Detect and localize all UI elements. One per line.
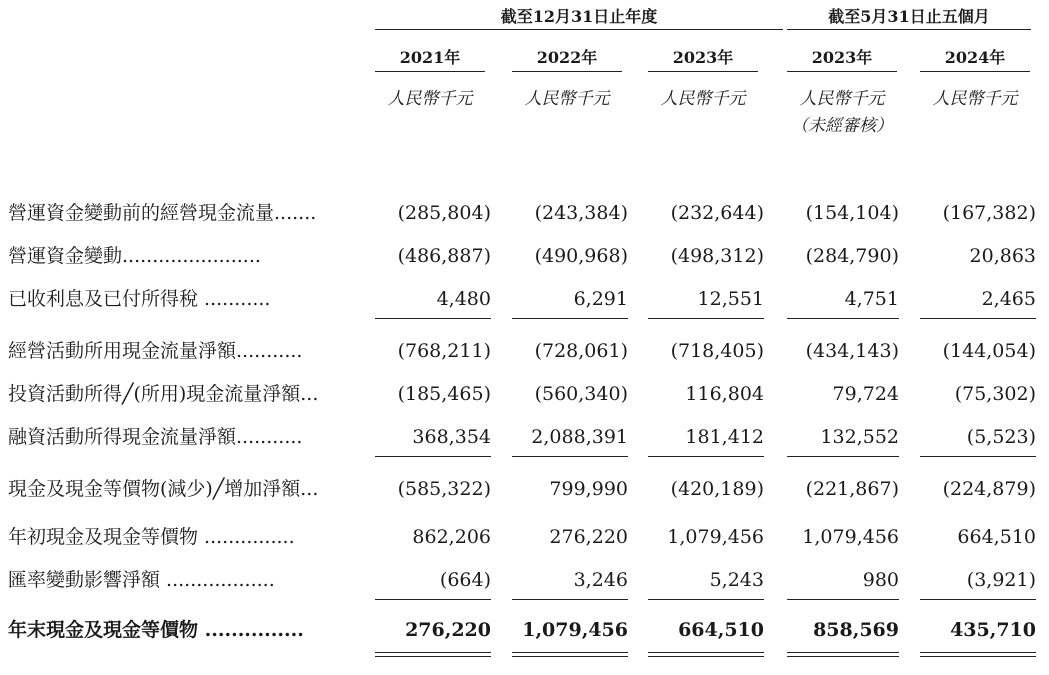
column-unit: [787, 86, 897, 140]
cell-2022: (490,968): [534, 245, 628, 267]
cell-2024-5m: 664,510: [957, 526, 1036, 548]
total-double-rule: [920, 652, 1036, 653]
cell-2022: 1,079,456: [522, 619, 628, 641]
total-double-rule: [787, 652, 899, 653]
cell-2023: (718,405): [670, 340, 764, 362]
cell-2022: (243,384): [534, 202, 628, 224]
subtotal-rule: [512, 599, 628, 600]
row-label: 已收利息及已付所得稅 ...........: [8, 288, 271, 310]
cell-2021: 4,480: [436, 288, 491, 310]
row-label: 營運資金變動前的經營現金流量.......: [8, 202, 317, 224]
column-unit: 人民幣千元: [387, 89, 473, 109]
cell-2022: 799,990: [549, 478, 628, 500]
row-label: 匯率變動影響淨額 ..................: [8, 569, 275, 591]
row-label: 現金及現金等價物(減少)╱增加淨額...: [8, 478, 319, 500]
cell-2021: (664): [439, 569, 491, 591]
cell-2022: 3,246: [573, 569, 628, 591]
cell-2023: 5,243: [709, 569, 764, 591]
cell-2023: 12,551: [697, 288, 764, 310]
row-label: 營運資金變動.......................: [8, 245, 261, 267]
total-double-rule: [920, 656, 1036, 657]
cell-2024-5m: (5,523): [966, 426, 1036, 448]
table-row-interest-and-tax: [0, 284, 1049, 314]
cell-2023-5m: 858,569: [813, 619, 899, 641]
column-year-2023: 2023年: [672, 48, 734, 67]
cell-2023: (498,312): [670, 245, 764, 267]
table-row-net-change-in-cash: [0, 474, 1049, 504]
cell-2024-5m: 435,710: [950, 619, 1036, 641]
subtotal-rule: [787, 456, 899, 457]
cell-2023-5m: (154,104): [805, 202, 899, 224]
cell-2022: 6,291: [573, 288, 628, 310]
subtotal-rule: [920, 599, 1036, 600]
total-double-rule: [375, 656, 491, 657]
cell-2024-5m: (224,879): [942, 478, 1036, 500]
column-underline: [648, 71, 758, 72]
group-header-fiscal-years: 截至12月31日止年度: [500, 7, 658, 26]
column-unit: 人民幣千元: [660, 89, 746, 109]
total-double-rule: [648, 652, 764, 653]
cell-2024-5m: (75,302): [954, 383, 1036, 405]
row-label: 融資活動所得現金流量淨額...........: [8, 426, 303, 448]
cell-2021: (768,211): [397, 340, 491, 362]
cell-2024-5m: 20,863: [969, 245, 1036, 267]
cell-2023: 116,804: [685, 383, 764, 405]
cell-2022: (560,340): [534, 383, 628, 405]
cell-2023-5m: 132,552: [820, 426, 899, 448]
row-label: 年初現金及現金等價物 ...............: [8, 526, 295, 548]
cell-2022: 2,088,391: [531, 426, 628, 448]
subtotal-rule: [648, 456, 764, 457]
cell-2024-5m: (144,054): [942, 340, 1036, 362]
column-year-2023-five-months: 2023年: [811, 48, 873, 67]
table-row-working-capital-change: [0, 241, 1049, 271]
column-underline: [512, 71, 622, 72]
cell-2023-5m: (221,867): [805, 478, 899, 500]
cell-2022: (728,061): [534, 340, 628, 362]
cell-2023: 664,510: [678, 619, 764, 641]
table-row-net-financing-cash: [0, 422, 1049, 452]
cell-2023-5m: (284,790): [805, 245, 899, 267]
cell-2023-5m: 79,724: [832, 383, 899, 405]
table-row-net-investing-cash: [0, 379, 1049, 409]
cell-2023-5m: (434,143): [805, 340, 899, 362]
subtotal-rule: [787, 318, 899, 319]
total-double-rule: [512, 656, 628, 657]
column-unit: 人民幣千元: [932, 89, 1018, 109]
subtotal-rule: [375, 318, 491, 319]
column-unit: 人民幣千元: [524, 89, 610, 109]
table-row-opening-cash: [0, 522, 1049, 552]
subtotal-rule: [648, 318, 764, 319]
subtotal-rule: [787, 599, 899, 600]
cell-2021: 276,220: [405, 619, 491, 641]
total-double-rule: [512, 652, 628, 653]
cell-2023-5m: 980: [862, 569, 899, 591]
group-header-fiscal-underline: [375, 29, 783, 30]
subtotal-rule: [920, 456, 1036, 457]
table-row-net-operating-cash: [0, 336, 1049, 366]
cell-2023-5m: 4,751: [844, 288, 899, 310]
cell-2024-5m: (3,921): [966, 569, 1036, 591]
cell-2021: 862,206: [412, 526, 491, 548]
cell-2024-5m: (167,382): [942, 202, 1036, 224]
table-row-operating-cash-before-wc: [0, 198, 1049, 228]
subtotal-rule: [920, 318, 1036, 319]
column-year-2021: 2021年: [399, 48, 461, 67]
cell-2024-5m: 2,465: [981, 288, 1036, 310]
column-unit-text: 人民幣千元: [799, 89, 885, 109]
total-double-rule: [787, 656, 899, 657]
subtotal-rule: [648, 599, 764, 600]
cell-2021: (185,465): [397, 383, 491, 405]
column-underline: [920, 71, 1030, 72]
row-label: 年末現金及現金等價物 ...............: [8, 619, 304, 641]
cell-2023: 1,079,456: [667, 526, 764, 548]
group-header-five-months: 截至5月31日止五個月: [828, 7, 990, 26]
cell-2021: (285,804): [397, 202, 491, 224]
table-row-fx-effect: [0, 565, 1049, 595]
column-underline: [787, 71, 897, 72]
group-header-five-months-underline: [787, 29, 1031, 30]
cell-2021: (486,887): [397, 245, 491, 267]
subtotal-rule: [375, 599, 491, 600]
cell-2022: 276,220: [549, 526, 628, 548]
cell-2023: (420,189): [670, 478, 764, 500]
column-year-2022: 2022年: [536, 48, 598, 67]
column-underline: [375, 71, 485, 72]
cell-2023: (232,644): [670, 202, 764, 224]
row-label: 投資活動所得╱(所用)現金流量淨額...: [8, 383, 319, 405]
cell-2021: 368,354: [412, 426, 491, 448]
subtotal-rule: [512, 456, 628, 457]
row-label: 經營活動所用現金流量淨額...........: [8, 340, 303, 362]
column-year-2024-five-months: 2024年: [944, 48, 1006, 67]
cell-2021: (585,322): [397, 478, 491, 500]
table-row-closing-cash: [0, 615, 1049, 645]
total-double-rule: [375, 652, 491, 653]
column-unaudited-note: （未經審核）: [791, 116, 893, 136]
cell-2023-5m: 1,079,456: [802, 526, 899, 548]
total-double-rule: [648, 656, 764, 657]
cell-2023: 181,412: [685, 426, 764, 448]
subtotal-rule: [375, 456, 491, 457]
subtotal-rule: [512, 318, 628, 319]
